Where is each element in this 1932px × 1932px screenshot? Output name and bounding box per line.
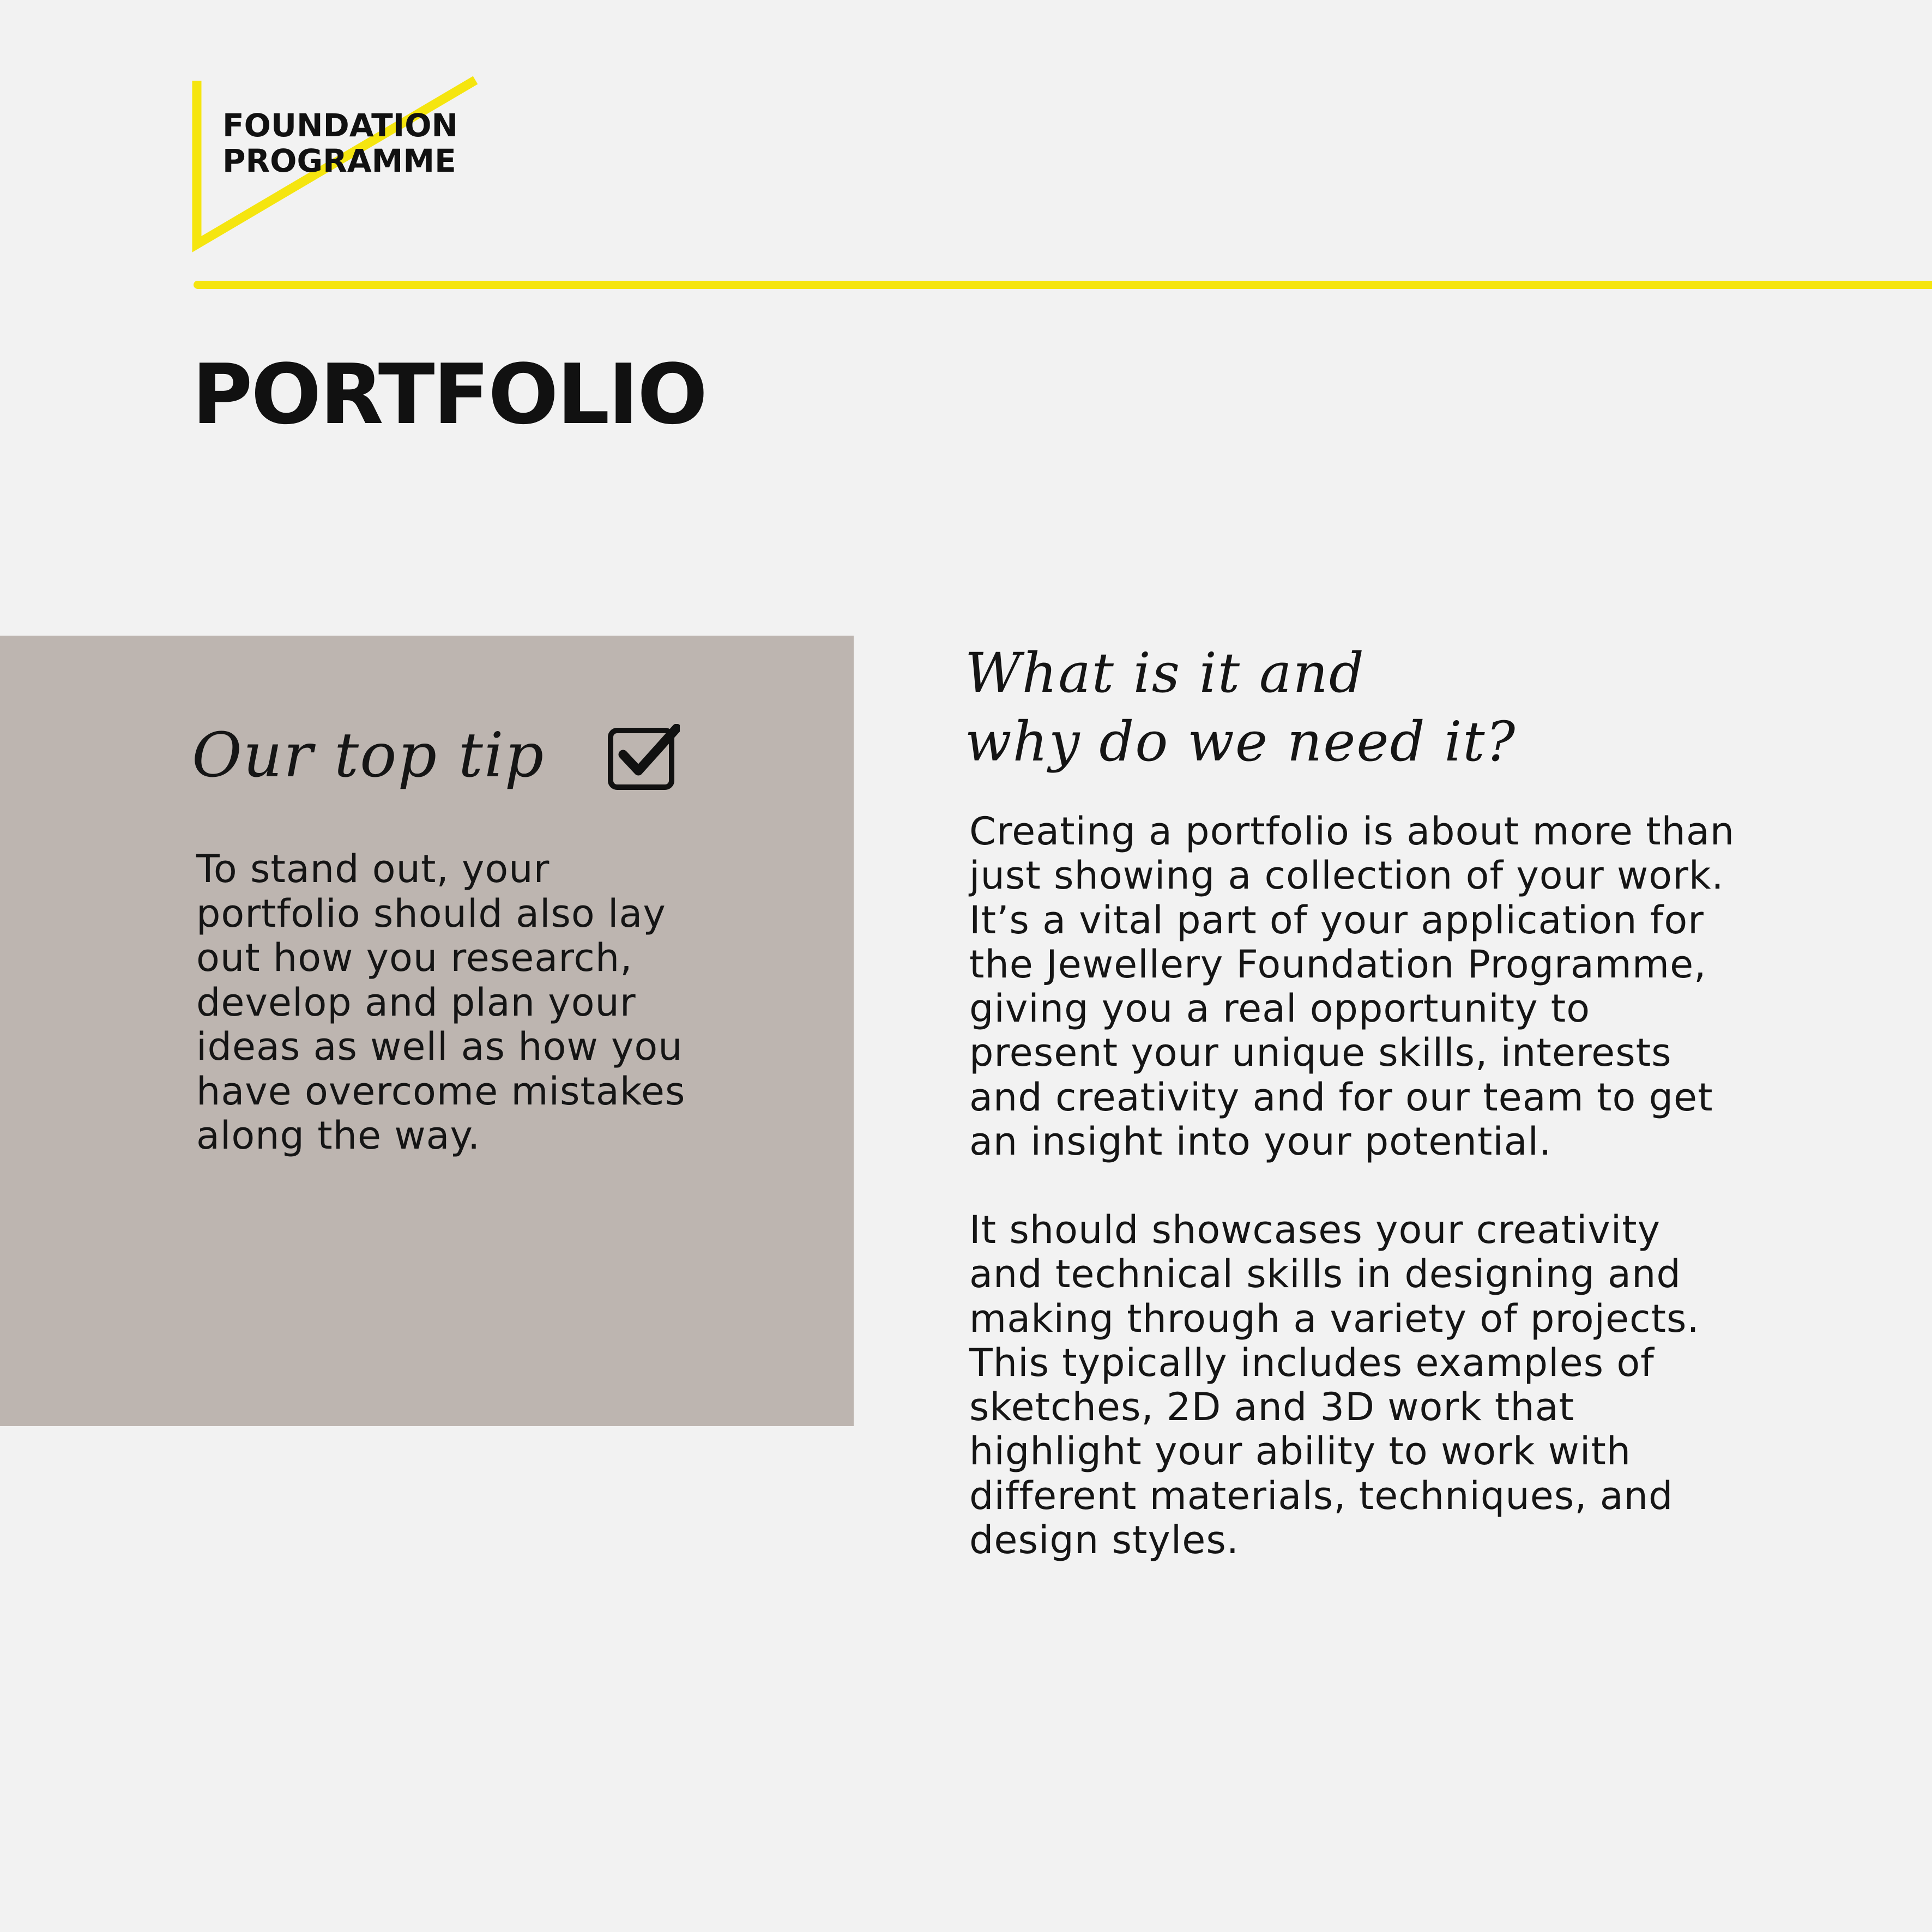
paragraph-line: design styles. <box>969 1518 1240 1563</box>
paragraph-showcase <box>969 1208 1776 1562</box>
tip-line: have overcome mistakes <box>196 1068 686 1114</box>
tip-line: ideas as well as how you <box>196 1024 683 1069</box>
paragraph-line: It should showcases your creativity <box>969 1208 1661 1252</box>
paragraph-line: an insight into your potential. <box>969 1119 1552 1164</box>
tip-heading: Our top tip <box>192 720 545 791</box>
paragraph-intro <box>969 810 1776 1164</box>
page-title: PORTFOLIO <box>192 346 707 443</box>
paragraph-line: present your unique skills, interests <box>969 1030 1672 1076</box>
paragraph-line: Creating a portfolio is about more than <box>969 809 1735 854</box>
paragraph-line: just showing a collection of your work. <box>969 853 1724 898</box>
logo-line-2: PROGRAMME <box>222 142 456 179</box>
tip-line: develop and plan your <box>196 980 636 1025</box>
paragraph-line: giving you a real opportunity to <box>969 986 1591 1031</box>
paragraph-line: highlight your ability to work with <box>969 1429 1632 1474</box>
paragraph-line: It’s a vital part of your application for <box>969 897 1704 943</box>
paragraph-line: sketches, 2D and 3D work that <box>969 1385 1575 1430</box>
paragraph-line: and creativity and for our team to get <box>969 1074 1713 1120</box>
tip-line: portfolio should also lay <box>196 891 666 936</box>
tip-body-text <box>196 847 790 1158</box>
tip-line: along the way. <box>196 1113 481 1158</box>
paragraph-line: making through a variety of projects. <box>969 1296 1700 1341</box>
foundation-programme-logo <box>192 74 481 254</box>
logo-line-1: FOUNDATION <box>222 107 458 144</box>
checkbox-checked-icon <box>607 724 680 790</box>
paragraph-line: This typically includes examples of <box>969 1340 1655 1385</box>
header-divider <box>194 281 1932 289</box>
tip-line: To stand out, your <box>196 847 550 891</box>
paragraph-line: different materials, techniques, and <box>969 1473 1674 1518</box>
paragraph-line: and technical skills in designing and <box>969 1252 1681 1297</box>
tip-line: out how you research, <box>196 935 633 980</box>
paragraph-line: the Jewellery Foundation Programme, <box>969 941 1707 987</box>
section-heading-line: why do we need it? <box>965 710 1517 774</box>
section-heading-line: What is it and <box>965 641 1365 705</box>
section-heading <box>965 639 1516 776</box>
logo-wordmark <box>222 108 458 179</box>
